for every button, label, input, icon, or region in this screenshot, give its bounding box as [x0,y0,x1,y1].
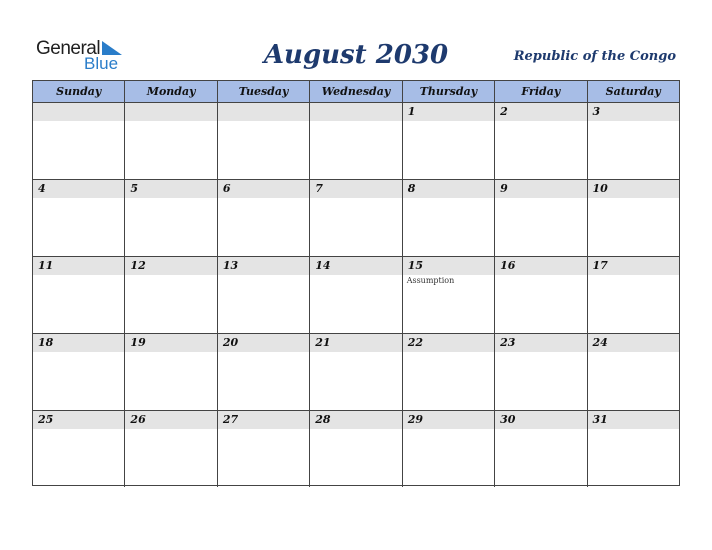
day-number: 20 [222,336,239,349]
day-number: 18 [38,336,54,349]
day-number: 11 [38,259,54,272]
day-number-strip [125,257,216,275]
day-cell [310,411,402,487]
week-row [33,334,679,411]
holiday-label: Assumption [406,276,455,285]
day-number: 9 [500,182,508,195]
day-number: 29 [407,413,423,426]
day-number-strip [310,257,401,275]
day-cell [33,103,125,179]
day-number-strip [403,180,494,198]
day-cell [218,180,310,256]
day-number: 4 [38,182,46,195]
day-cell [588,180,679,256]
day-number-strip [218,334,309,352]
day-cell [495,334,587,410]
weekday-sunday: Sunday [33,81,125,102]
day-number: 1 [407,105,416,118]
logo-blue-text: Blue [84,54,119,73]
day-cell [218,257,310,333]
day-number: 19 [130,336,146,349]
day-cell [125,257,217,333]
day-number-strip [588,257,679,275]
day-cell [495,103,587,179]
day-number-strip [495,103,586,121]
day-number: 23 [500,336,516,349]
day-number-strip [588,411,679,429]
day-number-strip [33,103,124,121]
day-number: 6 [222,182,231,195]
day-cell [588,103,679,179]
day-number: 17 [592,259,608,272]
day-number-strip [588,334,679,352]
day-cell [125,334,217,410]
day-number-strip [218,103,309,121]
day-cell [588,334,679,410]
weekday-header [33,81,679,103]
day-cell [310,257,402,333]
day-number: 24 [592,336,608,349]
day-number-strip [218,257,309,275]
day-number-strip [125,103,216,121]
day-number-strip [403,411,494,429]
week-row [33,103,679,180]
week-row [33,180,679,257]
weekday-tuesday: Tuesday [218,81,310,102]
day-number: 13 [222,259,239,272]
day-number: 31 [592,413,608,426]
day-cell [33,334,125,410]
day-number-strip [588,180,679,198]
weekday-saturday: Saturday [605,85,661,98]
day-number: 26 [130,413,146,426]
logo-general-text: General [36,38,101,59]
day-number-strip [33,334,124,352]
day-number: 22 [407,336,423,349]
week-row [33,257,679,334]
day-number: 3 [592,105,601,118]
day-number-strip [310,103,401,121]
day-number-strip [125,411,216,429]
day-number: 25 [38,413,54,426]
day-number-strip [218,180,309,198]
day-number-strip [33,411,124,429]
day-number: 28 [315,413,331,426]
day-number: 12 [130,259,146,272]
day-number: 5 [130,182,139,195]
day-cell [218,103,310,179]
day-cell [218,411,310,487]
day-number: 10 [592,182,608,195]
day-number: 16 [500,259,516,272]
day-number-strip [495,411,586,429]
day-cell [33,180,125,256]
day-number-strip [125,334,216,352]
day-cell [495,180,587,256]
day-number-strip [588,103,679,121]
day-number-strip [125,180,216,198]
day-cell [125,180,217,256]
day-cell [495,257,587,333]
day-number-strip [403,103,494,121]
weekday-monday: Monday [125,81,217,102]
day-cell [33,411,125,487]
weekday-wednesday: Wednesday [310,81,402,102]
day-cell [403,334,495,410]
day-number: 8 [407,182,416,195]
weekday-friday: Friday [495,81,587,102]
day-cell [310,334,402,410]
day-number-strip [403,334,494,352]
day-cell [310,103,402,179]
day-cell [403,103,495,179]
day-number: 7 [315,182,323,195]
day-cell [125,411,217,487]
day-cell [33,257,125,333]
day-number-strip [33,180,124,198]
day-number-strip [403,257,494,275]
day-number-strip [218,411,309,429]
weekday-thursday: Thursday [403,81,495,102]
day-cell [403,180,495,256]
day-cell [495,411,587,487]
calendar-weeks [33,103,679,487]
calendar-title: August 2030 [263,40,449,70]
day-number: 30 [500,413,516,426]
day-number-strip [495,180,586,198]
week-row [33,411,679,487]
day-cell [218,334,310,410]
day-cell [403,411,495,487]
day-cell [588,257,679,333]
day-number-strip [310,411,401,429]
day-number-strip [495,334,586,352]
day-number: 2 [500,105,508,118]
day-cell [125,103,217,179]
day-number-strip [33,257,124,275]
day-number-strip [310,334,401,352]
day-cell [310,180,402,256]
day-number-strip [310,180,401,198]
day-cell [588,411,679,487]
calendar-grid [32,80,680,486]
country-name: Republic of the Congo [513,49,676,64]
day-number-strip [495,257,586,275]
day-number: 14 [315,259,331,272]
day-cell [403,257,495,333]
day-number: 27 [222,413,239,426]
day-number: 15 [407,259,423,272]
day-number: 21 [315,336,331,349]
